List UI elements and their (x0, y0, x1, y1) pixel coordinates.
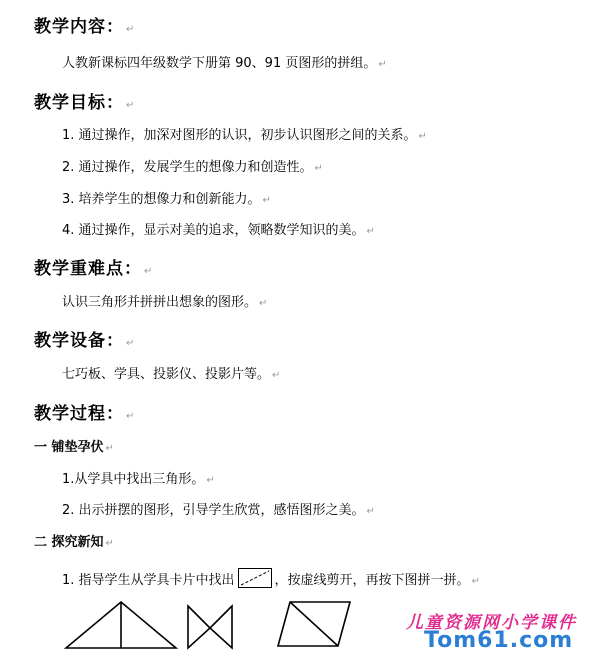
dashed-rectangle-card-icon (238, 568, 272, 588)
process-part2-title: 二 探究新知 ↵ (34, 535, 114, 550)
process-part1-title: 一 铺垫孕伏 ↵ (34, 440, 114, 455)
heading-content: 教学内容： ↵ (34, 17, 136, 37)
heading-equipment: 教学设备： ↵ (34, 331, 136, 351)
key-points-text: 认识三角形并拼拼出想象的图形。 ↵ (62, 295, 268, 310)
process-part1-item: 1.从学具中找出三角形。 ↵ (62, 472, 215, 487)
heading-key-points: 教学重难点： ↵ (34, 259, 154, 279)
heading-process: 教学过程： ↵ (34, 404, 136, 424)
heading-goals: 教学目标： ↵ (34, 93, 136, 113)
large-triangle-figure (66, 602, 176, 648)
equipment-text: 七巧板、学具、投影仪、投影片等。 ↵ (62, 367, 281, 382)
bowtie-figure (188, 606, 232, 648)
content-text: 人教新课标四年级数学下册第 90、91 页图形的拼组。 ↵ (62, 56, 387, 71)
goal-item: 2. 通过操作，发展学生的想像力和创造性。 ↵ (62, 160, 323, 175)
parallelogram-figure (278, 602, 350, 646)
goal-item: 3. 培养学生的想像力和创新能力。 ↵ (62, 192, 271, 207)
watermark-site-name: 儿童资源网小学课件 (406, 613, 577, 633)
process-part1-item: 2. 出示拼摆的图形，引导学生欣赏，感悟图形之美。 ↵ (62, 503, 375, 518)
goal-item: 4. 通过操作，显示对美的追求，领略数学知识的美。 ↵ (62, 223, 375, 238)
process-part2-step1: 1. 指导学生从学具卡片中找出 ，按虚线剪开，再按下图拼一拼。 ↵ (62, 568, 480, 588)
triangle-assembly-figures (60, 600, 360, 652)
goal-item: 1. 通过操作，加深对图形的认识，初步认识图形之间的关系。 ↵ (62, 128, 427, 143)
paragraph-mark: ↵ (126, 24, 136, 35)
watermark-logo-text: Tom61.com (424, 628, 574, 653)
